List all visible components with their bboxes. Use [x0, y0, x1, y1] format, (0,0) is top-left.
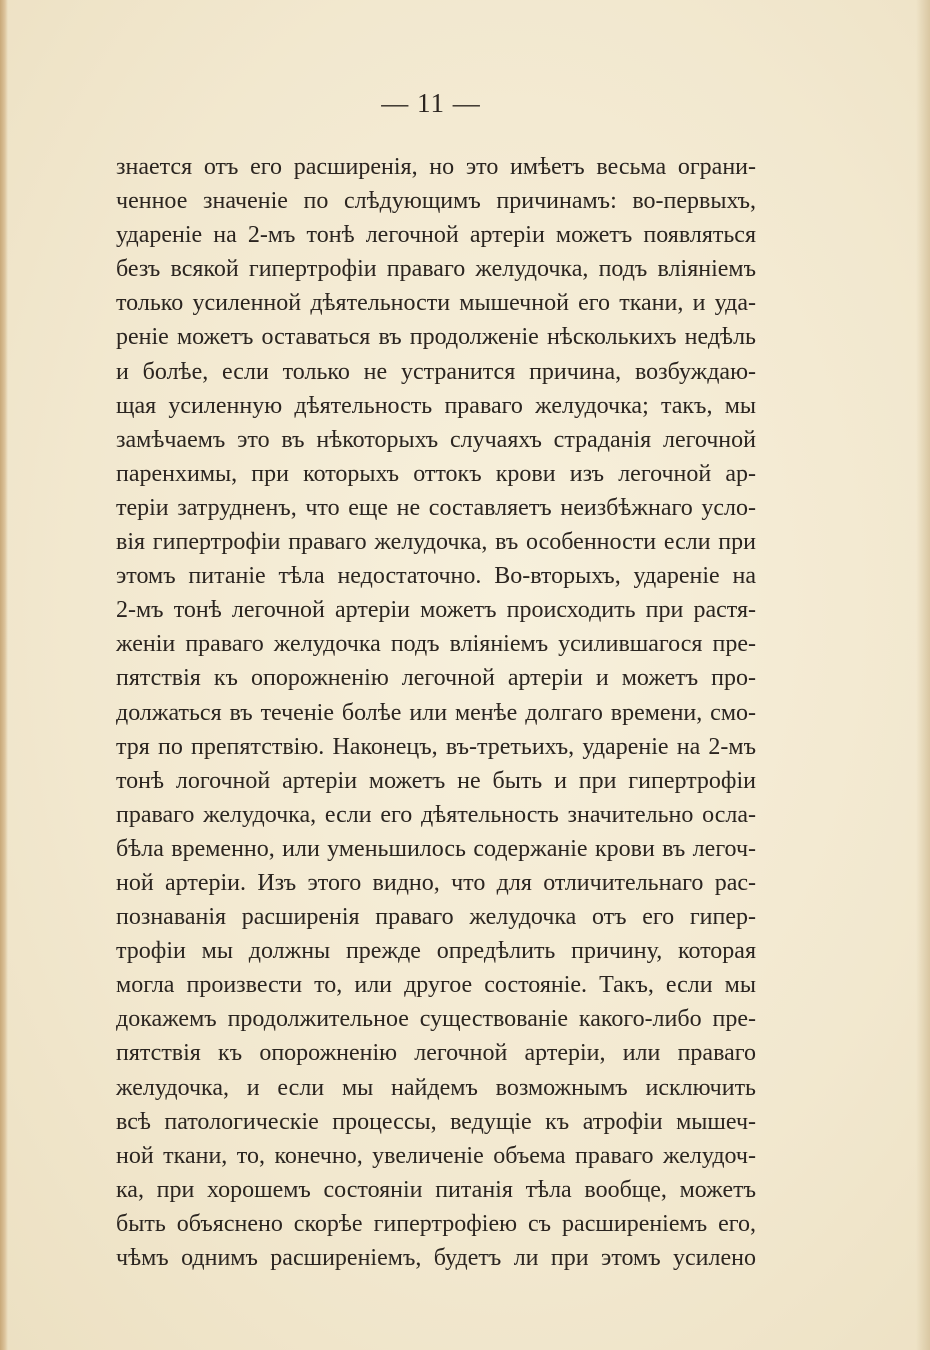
text-line: всѣ патологическіе процессы, ведущіе къ атрофіи мышеч-: [116, 1108, 756, 1135]
text-line: могла произвести то, или другое состояніе. Такъ, если мы: [116, 972, 756, 999]
page-number: — 11 —: [381, 88, 481, 118]
text-line: вія гипертрофіи праваго желудочка, въ особенности если при: [116, 529, 756, 556]
text-line: женіи праваго желудочка подъ вліяніемъ усилившагося пре-: [116, 631, 756, 658]
text-line: познаванія расширенія праваго желудочка отъ его гипер-: [116, 904, 756, 931]
text-line: тонѣ логочной артеріи можетъ не быть и при гипертрофіи: [116, 767, 756, 794]
text-line: трофіи мы должны прежде опредѣлить причину, которая: [116, 938, 756, 965]
text-line: только усиленной дѣятельности мышечной его ткани, и уда-: [116, 290, 756, 317]
text-line: должаться въ теченіе болѣе или менѣе долгаго времени, смо-: [116, 699, 756, 726]
text-line: 2-мъ тонѣ легочной артеріи можетъ происходить при растя-: [116, 597, 756, 624]
text-line: ка, при хорошемъ состояніи питанія тѣла вообще, можетъ: [116, 1176, 756, 1203]
text-line: паренхимы, при которыхъ оттокъ крови изъ легочной ар-: [116, 460, 756, 487]
text-line: безъ всякой гипертрофіи праваго желудочка, подъ вліяніемъ: [116, 256, 756, 283]
text-line: ченное значеніе по слѣдующимъ причинамъ: во-первыхъ,: [116, 188, 756, 215]
page-outer-edge: [916, 0, 930, 1350]
page-binding-edge: [0, 0, 8, 1350]
text-line: удареніе на 2-мъ тонѣ легочной артеріи можетъ появляться: [116, 222, 756, 249]
text-line: тря по препятствію. Наконецъ, въ-третьихъ, удареніе на 2-мъ: [116, 733, 756, 760]
text-line: пятствія къ опорожненію легочной артеріи и можетъ про-: [116, 665, 756, 692]
text-line: быть объяснено скорѣе гипертрофіею съ расширеніемъ его,: [116, 1210, 756, 1237]
text-line: праваго желудочка, если его дѣятельность значительно осла-: [116, 801, 756, 828]
text-line: этомъ питаніе тѣла недостаточно. Во-вторыхъ, удареніе на: [116, 563, 756, 590]
text-line: теріи затрудненъ, что еще не составляетъ неизбѣжнаго усло-: [116, 494, 756, 521]
text-line: реніе можетъ оставаться въ продолженіе нѣсколькихъ недѣль: [116, 324, 756, 351]
text-line: знается отъ его расширенія, но это имѣетъ весьма ограни-: [116, 154, 756, 180]
text-line: щая усиленную дѣятельность праваго желудочка; такъ, мы: [116, 392, 756, 419]
text-line: ной ткани, то, конечно, увеличеніе объема праваго желудоч-: [116, 1142, 756, 1169]
body-text: [116, 150, 756, 1275]
text-line: пятствія къ опорожненію легочной артеріи, или праваго: [116, 1040, 756, 1067]
text-line: докажемъ продолжительное существованіе какого-либо пре-: [116, 1006, 756, 1033]
text-line: замѣчаемъ это въ нѣкоторыхъ случаяхъ страданія легочной: [116, 426, 756, 453]
text-line: чѣмъ однимъ расширеніемъ, будетъ ли при этомъ усилено: [116, 1245, 756, 1271]
text-line: и болѣе, если только не устранится причина, возбуждаю-: [116, 358, 756, 385]
text-line: желудочка, и если мы найдемъ возможнымъ исключить: [116, 1074, 756, 1101]
text-line: ной артеріи. Изъ этого видно, что для отличительнаго рас-: [116, 869, 756, 896]
text-line: бѣла временно, или уменьшилось содержаніе крови въ легоч-: [116, 835, 756, 862]
